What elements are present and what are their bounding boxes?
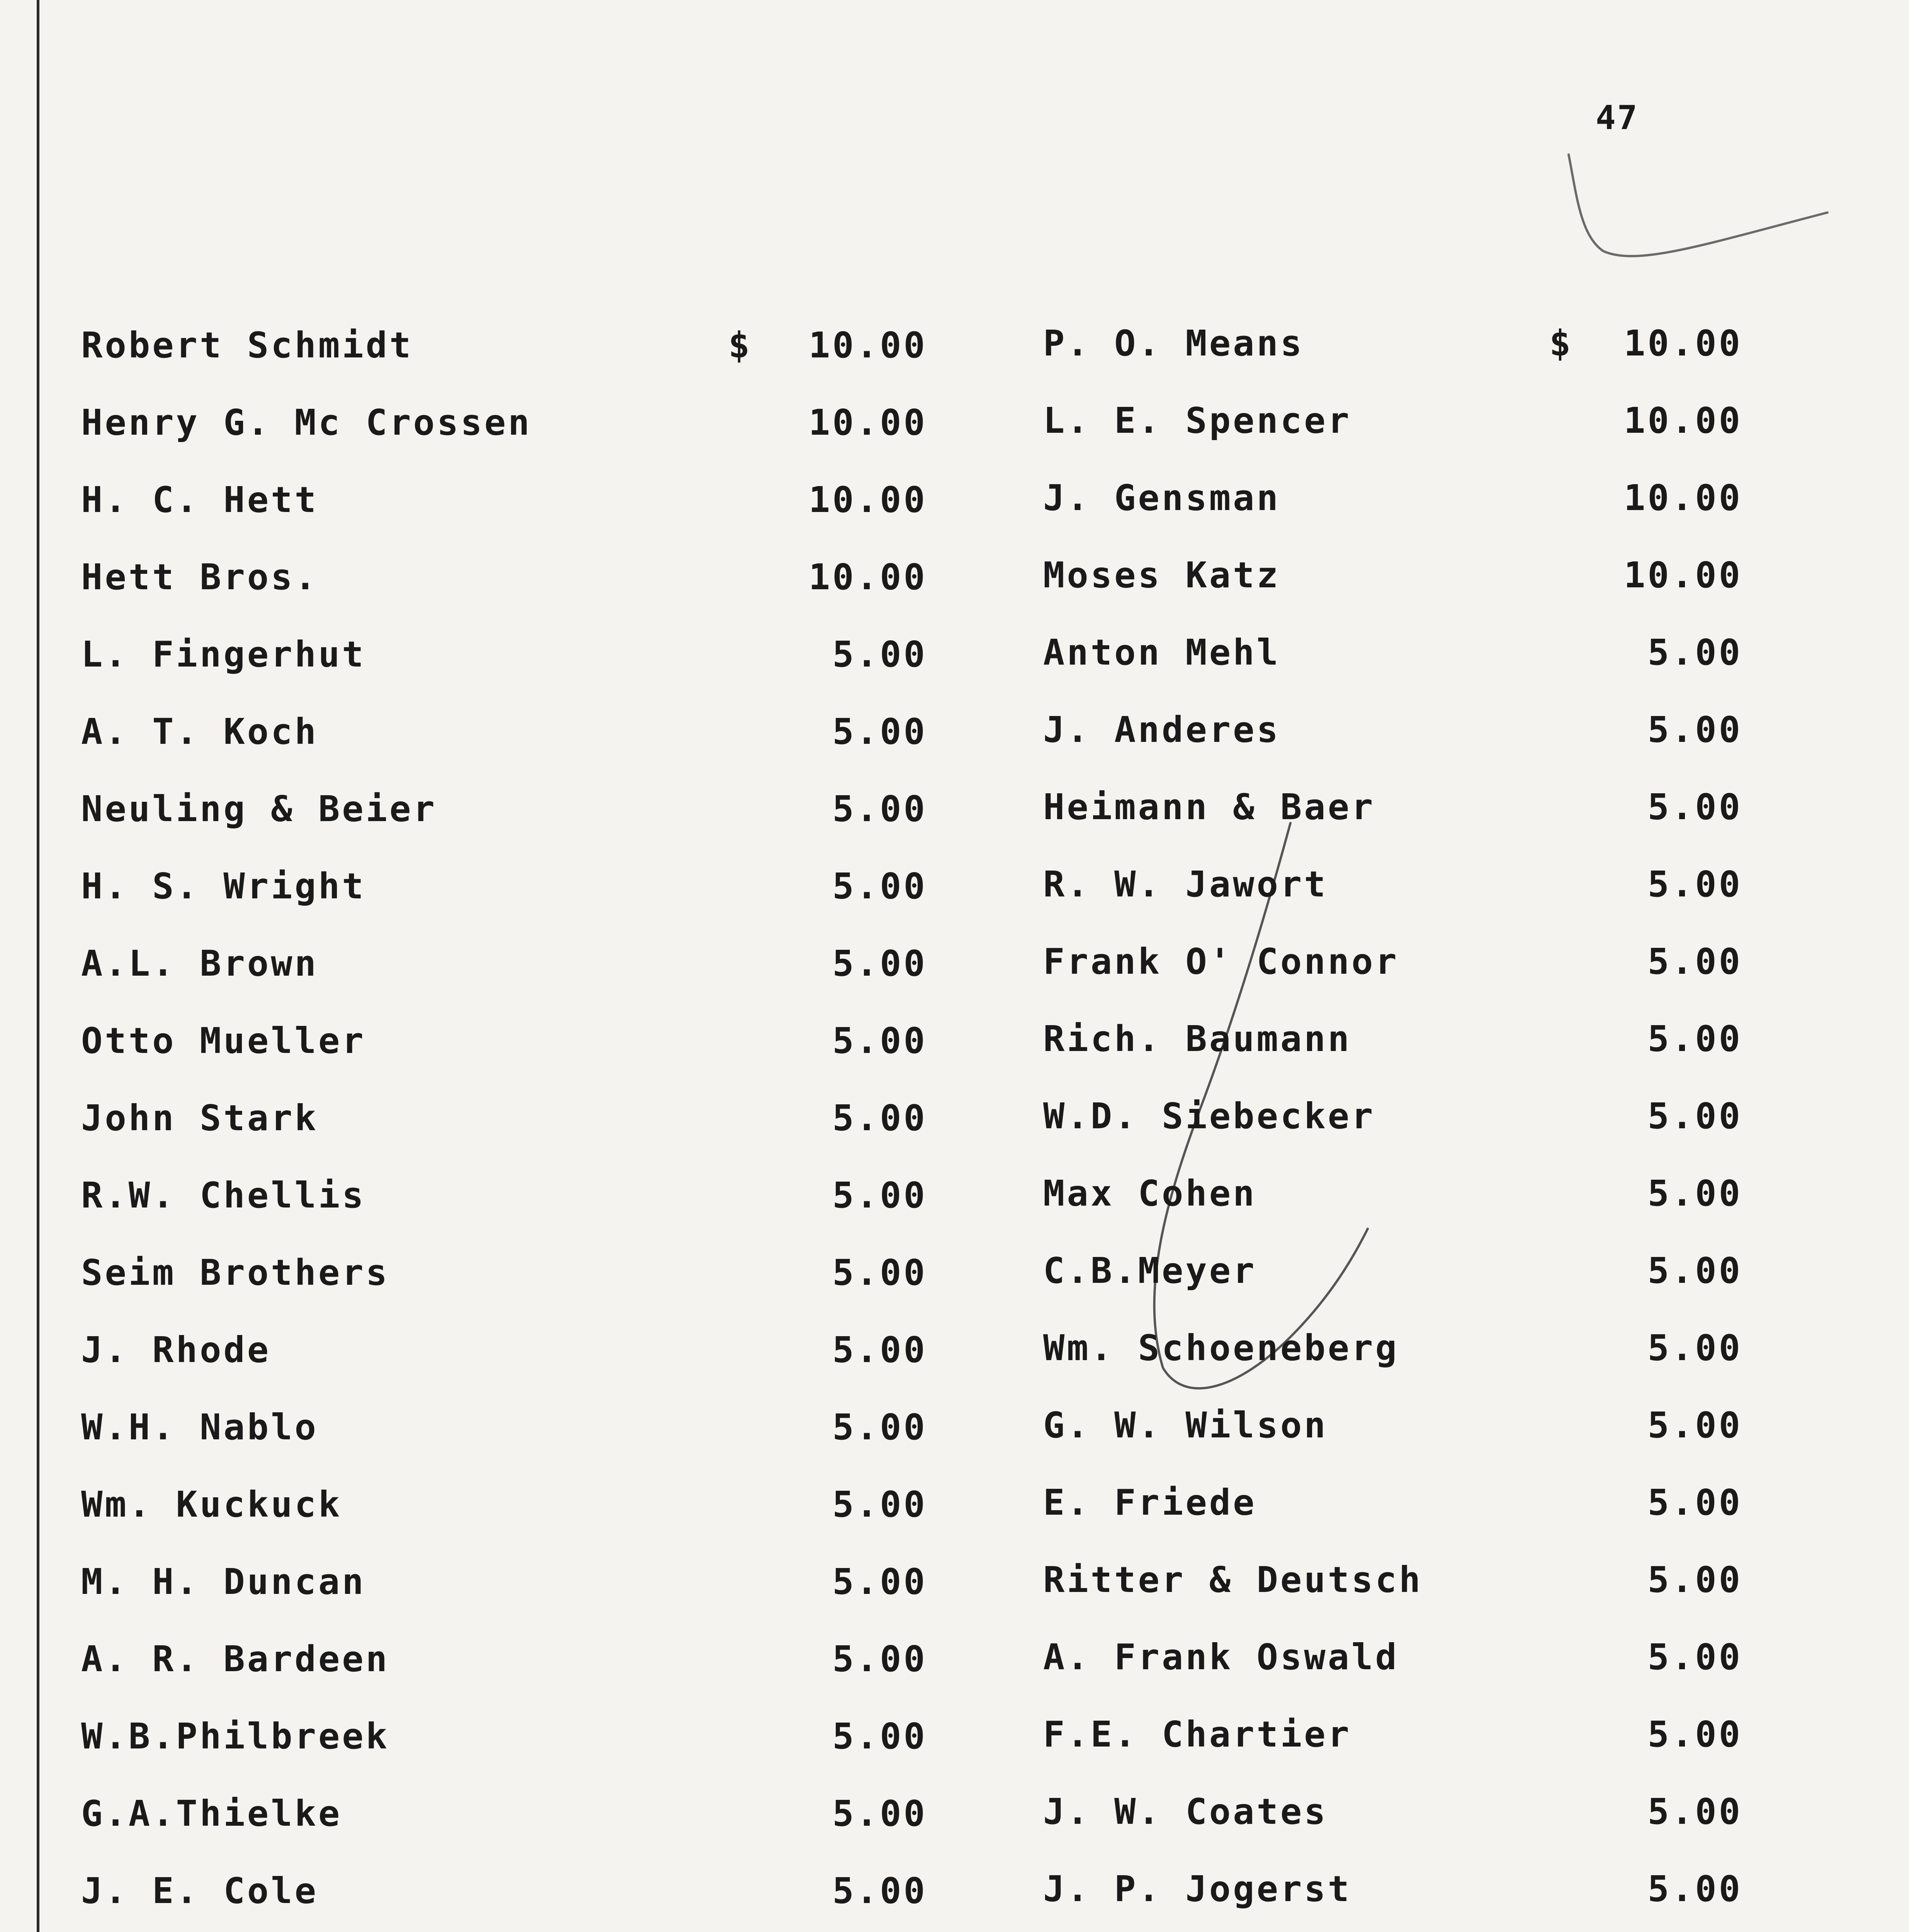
donation-amount: 5.00 (1647, 632, 1742, 673)
donor-row (54, 1406, 927, 1453)
donor-row (54, 943, 927, 989)
donor-name: J. P. Jogerst (1043, 1868, 1352, 1910)
donor-name: Rich. Baumann (1043, 1018, 1352, 1060)
donation-amount: 10.00 (1624, 400, 1742, 441)
donor-row (54, 1716, 927, 1762)
donation-amount: 5.00 (1647, 1173, 1742, 1214)
donor-row (54, 1252, 927, 1298)
donation-amount: 5.00 (832, 943, 927, 984)
donation-amount: 5.00 (1647, 1405, 1742, 1446)
donor-name: J. Anderes (1043, 709, 1280, 750)
donor-row (1016, 477, 1742, 524)
donation-amount: 5.00 (1647, 1327, 1742, 1369)
donor-row (1016, 1405, 1742, 1451)
donor-row (1016, 554, 1742, 601)
donor-row (54, 711, 927, 757)
donor-row (54, 788, 927, 835)
donor-row (1016, 1250, 1742, 1296)
donation-amount: 5.00 (832, 1716, 927, 1757)
donor-name: Neuling & Beier (81, 788, 437, 830)
donor-row (54, 1484, 927, 1530)
donation-amount: 10.00 (809, 402, 927, 443)
donation-amount: 5.00 (1647, 941, 1742, 982)
donation-amount: 5.00 (832, 1175, 927, 1216)
donor-row (54, 1793, 927, 1839)
dollar-sign: $ (728, 325, 752, 366)
donor-name: W.B.Philbreek (81, 1716, 390, 1757)
donor-row (1016, 1636, 1742, 1683)
donor-name: H. C. Hett (81, 479, 318, 520)
donor-name: W.D. Siebecker (1043, 1095, 1375, 1137)
donation-amount: 5.00 (832, 634, 927, 675)
donation-amount: 5.00 (832, 866, 927, 907)
donor-name: R.W. Chellis (81, 1175, 366, 1216)
donor-row (1016, 1095, 1742, 1142)
donor-name: Ritter & Deutsch (1043, 1559, 1423, 1600)
donor-row (1016, 709, 1742, 755)
left-margin-rule (37, 0, 39, 1932)
donor-name: Moses Katz (1043, 554, 1280, 596)
donor-row (1016, 864, 1742, 910)
donor-name: J. E. Cole (81, 1870, 318, 1912)
donation-amount: 5.00 (832, 1561, 927, 1602)
donor-row (54, 866, 927, 912)
donor-name: A. Frank Oswald (1043, 1636, 1399, 1678)
donor-row (1016, 1327, 1742, 1374)
donor-row (1016, 1791, 1742, 1837)
donor-row (54, 325, 927, 371)
donation-amount: 5.00 (1647, 1250, 1742, 1291)
donation-amount: 5.00 (832, 1329, 927, 1371)
donation-amount: 5.00 (1647, 1095, 1742, 1137)
donation-amount: 5.00 (832, 1406, 927, 1448)
donor-name: Seim Brothers (81, 1252, 390, 1293)
donor-row (54, 634, 927, 680)
donation-amount: 5.00 (1647, 709, 1742, 750)
donor-row (1016, 1868, 1742, 1915)
donor-name: H. S. Wright (81, 866, 366, 907)
donor-name: J. Rhode (81, 1329, 271, 1371)
donation-amount: 5.00 (1647, 1791, 1742, 1832)
donor-name: A. T. Koch (81, 711, 318, 752)
donor-row (54, 556, 927, 603)
donor-row (1016, 1482, 1742, 1528)
donor-row (1016, 786, 1742, 833)
donor-row (1016, 400, 1742, 446)
donation-amount: 10.00 (1624, 477, 1742, 519)
donor-name: A.L. Brown (81, 943, 318, 984)
donor-row (1016, 323, 1742, 369)
donation-amount: 10.00 (1624, 323, 1742, 364)
donor-row (1016, 1018, 1742, 1065)
donor-name: G.A.Thielke (81, 1793, 342, 1834)
donor-row (1016, 1714, 1742, 1760)
donor-name: M. H. Duncan (81, 1561, 366, 1602)
donor-row (1016, 1173, 1742, 1219)
donor-row (1016, 632, 1742, 678)
donor-name: G. W. Wilson (1043, 1405, 1328, 1446)
donation-amount: 5.00 (1647, 1018, 1742, 1060)
donation-amount: 5.00 (1647, 1868, 1742, 1910)
donation-amount: 5.00 (1647, 1482, 1742, 1523)
donor-name: Robert Schmidt (81, 325, 413, 366)
donor-row (1016, 941, 1742, 987)
donor-name: Frank O' Connor (1043, 941, 1399, 982)
donor-name: Wm. Schoeneberg (1043, 1327, 1399, 1369)
donor-row (54, 1020, 927, 1066)
donor-name: R. W. Jawort (1043, 864, 1328, 905)
donor-name: Otto Mueller (81, 1020, 366, 1061)
donor-name: E. Friede (1043, 1482, 1257, 1523)
donor-name: Hett Bros. (81, 556, 318, 598)
donation-amount: 10.00 (809, 325, 927, 366)
donor-name: A. R. Bardeen (81, 1638, 390, 1680)
donor-name: C.B.Meyer (1043, 1250, 1257, 1291)
donor-name: J. Gensman (1043, 477, 1280, 519)
donor-name: John Stark (81, 1097, 318, 1139)
donor-row (54, 1097, 927, 1144)
donation-amount: 10.00 (1624, 554, 1742, 596)
page-number: 47 (1596, 99, 1639, 137)
donor-name: W.H. Nablo (81, 1406, 318, 1448)
donation-amount: 5.00 (1647, 1636, 1742, 1678)
donor-row (54, 1870, 927, 1917)
donation-amount: 5.00 (832, 1870, 927, 1912)
donor-name: Heimann & Baer (1043, 786, 1375, 828)
donation-amount: 5.00 (832, 1020, 927, 1061)
pen-check-mark (1561, 147, 1831, 278)
donation-amount: 5.00 (1647, 786, 1742, 828)
donation-amount: 5.00 (1647, 1714, 1742, 1755)
donation-amount: 5.00 (832, 1793, 927, 1834)
donation-amount: 5.00 (832, 711, 927, 752)
donor-name: Max Cohen (1043, 1173, 1257, 1214)
donor-name: F.E. Chartier (1043, 1714, 1352, 1755)
donor-name: Anton Mehl (1043, 632, 1280, 673)
donor-name: L. E. Spencer (1043, 400, 1352, 441)
donor-row (54, 1329, 927, 1376)
donation-amount: 10.00 (809, 556, 927, 598)
donor-row (54, 1638, 927, 1685)
donor-row (54, 1561, 927, 1607)
donor-row (1016, 1559, 1742, 1605)
donation-amount: 5.00 (832, 1252, 927, 1293)
donor-name: Wm. Kuckuck (81, 1484, 342, 1525)
donation-amount: 10.00 (809, 479, 927, 520)
donation-amount: 5.00 (832, 788, 927, 830)
donor-row (54, 479, 927, 526)
donor-name: Henry G. Mc Crossen (81, 402, 532, 443)
donation-amount: 5.00 (1647, 1559, 1742, 1600)
donor-name: L. Fingerhut (81, 634, 366, 675)
donation-amount: 5.00 (1647, 864, 1742, 905)
donor-name: P. O. Means (1043, 323, 1304, 364)
donor-row (54, 402, 927, 448)
donor-name: J. W. Coates (1043, 1791, 1328, 1832)
donation-amount: 5.00 (832, 1097, 927, 1139)
dollar-sign: $ (1549, 323, 1573, 364)
donation-amount: 5.00 (832, 1638, 927, 1680)
donor-row (54, 1175, 927, 1221)
donation-amount: 5.00 (832, 1484, 927, 1525)
